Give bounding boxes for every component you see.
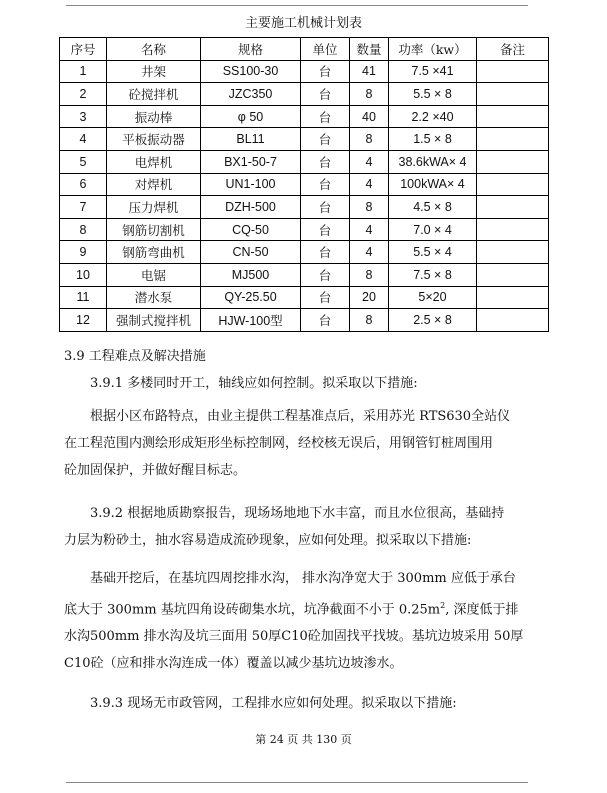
question-3-text: 3.9.3 现场无市政管网，工程排水应如何处理。拟采取以下措施: xyxy=(90,696,457,711)
question-2 xyxy=(64,500,534,554)
cell-power: 100kWA× 4 xyxy=(389,173,477,196)
cell-spec: BL11 xyxy=(201,128,301,151)
cell-qty: 4 xyxy=(350,150,389,173)
answer-1 xyxy=(64,403,534,484)
cell-spec: BX1-50-7 xyxy=(201,150,301,173)
cell-spec: JZC350 xyxy=(201,83,301,106)
cell-qty: 4 xyxy=(350,173,389,196)
cell-index: 2 xyxy=(60,83,107,106)
cell-index: 8 xyxy=(60,218,107,241)
table-header-row xyxy=(60,38,549,61)
cell-remark xyxy=(477,105,549,128)
cell-qty: 8 xyxy=(350,196,389,219)
cell-name: 电锯 xyxy=(107,263,201,286)
cell-power: 38.6kWA× 4 xyxy=(389,150,477,173)
page-number-footer: 第 24 页 共 130 页 xyxy=(255,733,352,746)
cell-unit: 台 xyxy=(301,60,350,83)
cell-unit: 台 xyxy=(301,150,350,173)
cell-spec: UN1-100 xyxy=(201,173,301,196)
footer-rule xyxy=(66,782,528,783)
cell-qty: 8 xyxy=(350,309,389,332)
cell-name: 潜水泵 xyxy=(107,286,201,309)
col-header-power: 功率（kw） xyxy=(389,38,477,61)
table-row xyxy=(60,263,549,286)
answer-2-line-2-part-b: , 深度低于排 xyxy=(445,602,519,618)
header-rule xyxy=(66,5,528,6)
question-1 xyxy=(64,370,534,397)
cell-spec: QY-25.50 xyxy=(201,286,301,309)
cell-index: 10 xyxy=(60,263,107,286)
cell-remark xyxy=(477,241,549,264)
cell-qty: 40 xyxy=(350,105,389,128)
cell-qty: 8 xyxy=(350,128,389,151)
cell-name: 电焊机 xyxy=(107,150,201,173)
answer-2 xyxy=(64,565,534,677)
cell-power: 2.2 ×40 xyxy=(389,105,477,128)
cell-power: 1.5 × 8 xyxy=(389,128,477,151)
table-row xyxy=(60,196,549,219)
section-heading: 3.9 工程难点及解决措施 xyxy=(64,349,206,364)
cell-power: 7.5 ×41 xyxy=(389,60,477,83)
col-header-qty: 数量 xyxy=(350,38,389,61)
cell-unit: 台 xyxy=(301,218,350,241)
cell-name: 振动棒 xyxy=(107,105,201,128)
question-2-line-1: 3.9.2 根据地质勘察报告，现场场地地下水丰富，而且水位很高，基础持 xyxy=(90,506,505,521)
cell-remark xyxy=(477,128,549,151)
cell-unit: 台 xyxy=(301,173,350,196)
cell-unit: 台 xyxy=(301,83,350,106)
question-2-line-2: 力层为粉砂土，抽水容易造成流砂现象，应如何处理。拟采取以下措施: xyxy=(64,533,472,548)
col-header-unit: 单位 xyxy=(301,38,350,61)
col-header-name: 名称 xyxy=(107,38,201,61)
answer-2-line-2 xyxy=(64,592,534,623)
cell-name: 强制式搅拌机 xyxy=(107,309,201,332)
cell-spec: DZH-500 xyxy=(201,196,301,219)
equipment-table xyxy=(59,37,549,332)
cell-qty: 8 xyxy=(350,263,389,286)
cell-remark xyxy=(477,60,549,83)
cell-remark xyxy=(477,309,549,332)
cell-name: 压力焊机 xyxy=(107,196,201,219)
cell-spec: HJW-100型 xyxy=(201,309,301,332)
table-row xyxy=(60,241,549,264)
cell-remark xyxy=(477,173,549,196)
cell-qty: 8 xyxy=(350,83,389,106)
cell-name: 平板振动器 xyxy=(107,128,201,151)
cell-unit: 台 xyxy=(301,309,350,332)
cell-remark xyxy=(477,196,549,219)
cell-index: 9 xyxy=(60,241,107,264)
table-row xyxy=(60,105,549,128)
cell-qty: 41 xyxy=(350,60,389,83)
cell-name: 对焊机 xyxy=(107,173,201,196)
answer-1-line-1: 根据小区布路特点，由业主提供工程基准点后，采用苏光 RTS630全站仪 xyxy=(90,409,511,424)
table-row xyxy=(60,309,549,332)
cell-index: 3 xyxy=(60,105,107,128)
table-row xyxy=(60,286,549,309)
question-1-text: 3.9.1 多楼同时开工，轴线应如何控制。拟采取以下措施: xyxy=(90,376,418,391)
answer-1-line-3: 砼加固保护，并做好醒目标志。 xyxy=(64,463,247,478)
cell-index: 7 xyxy=(60,196,107,219)
cell-power: 7.0 × 4 xyxy=(389,218,477,241)
cell-power: 5.5 × 8 xyxy=(389,83,477,106)
cell-index: 12 xyxy=(60,309,107,332)
cell-power: 7.5 × 8 xyxy=(389,263,477,286)
col-header-remark: 备注 xyxy=(477,38,549,61)
cell-remark xyxy=(477,263,549,286)
answer-2-line-3: 水沟500mm 排水沟及坑三面用 50厚C10砼加固找平找坡。基坑边坡采用 50厚 xyxy=(64,629,524,645)
table-row xyxy=(60,128,549,151)
cell-remark xyxy=(477,218,549,241)
table-row xyxy=(60,60,549,83)
cell-name: 井架 xyxy=(107,60,201,83)
table-row xyxy=(60,150,549,173)
cell-spec: CQ-50 xyxy=(201,218,301,241)
cell-index: 6 xyxy=(60,173,107,196)
table-row xyxy=(60,83,549,106)
cell-index: 1 xyxy=(60,60,107,83)
cell-unit: 台 xyxy=(301,105,350,128)
cell-unit: 台 xyxy=(301,128,350,151)
cell-remark xyxy=(477,150,549,173)
answer-1-line-2: 在工程范围内测绘形成矩形坐标控制网，经校核无误后，用钢管钉桩周围用 xyxy=(64,436,494,451)
cell-qty: 20 xyxy=(350,286,389,309)
cell-unit: 台 xyxy=(301,196,350,219)
answer-2-line-1: 基础开挖后，在基坑四周挖排水沟， 排水沟净宽大于 300mm 应低于承台 xyxy=(90,571,516,586)
cell-spec: φ 50 xyxy=(201,105,301,128)
cell-power: 5×20 xyxy=(389,286,477,309)
cell-name: 钢筋弯曲机 xyxy=(107,241,201,264)
cell-index: 11 xyxy=(60,286,107,309)
cell-power: 2.5 × 8 xyxy=(389,309,477,332)
cell-spec: SS100-30 xyxy=(201,60,301,83)
cell-unit: 台 xyxy=(301,286,350,309)
cell-index: 5 xyxy=(60,150,107,173)
cell-qty: 4 xyxy=(350,241,389,264)
cell-spec: CN-50 xyxy=(201,241,301,264)
cell-unit: 台 xyxy=(301,263,350,286)
cell-name: 钢筋切割机 xyxy=(107,218,201,241)
cell-spec: MJ500 xyxy=(201,263,301,286)
col-header-index: 序号 xyxy=(60,38,107,61)
cell-index: 4 xyxy=(60,128,107,151)
cell-remark xyxy=(477,286,549,309)
cell-power: 4.5 × 8 xyxy=(389,196,477,219)
table-row xyxy=(60,173,549,196)
superscript-2: 2 xyxy=(440,601,446,610)
cell-unit: 台 xyxy=(301,241,350,264)
answer-2-line-2-part-a: 底大于 300mm 基坑四角设砖砌集水坑，坑净截面不小于 0.25m xyxy=(64,602,441,618)
table-row xyxy=(60,218,549,241)
col-header-spec: 规格 xyxy=(201,38,301,61)
cell-remark xyxy=(477,83,549,106)
answer-2-line-4: C10砼（应和排水沟连成一体）覆盖以减少基坑边坡渗水。 xyxy=(64,656,403,672)
cell-power: 5.5 × 4 xyxy=(389,241,477,264)
cell-qty: 4 xyxy=(350,218,389,241)
cell-name: 砼搅拌机 xyxy=(107,83,201,106)
table-title: 主要施工机械计划表 xyxy=(244,16,362,31)
question-3 xyxy=(64,690,534,717)
